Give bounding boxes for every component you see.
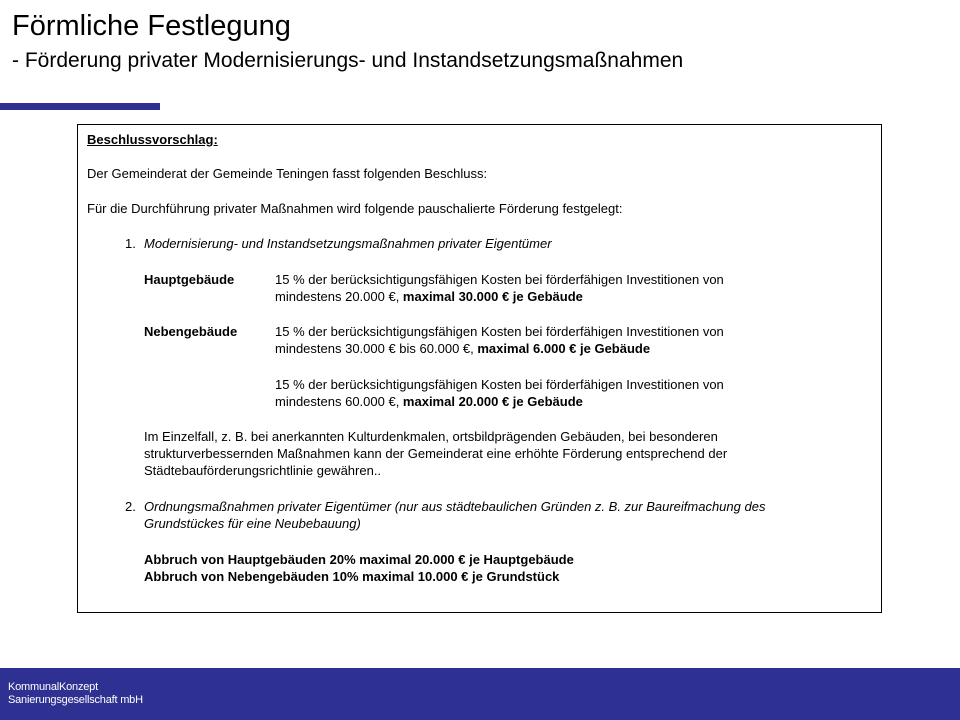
hauptgebaeude-label: Hauptgebäude <box>144 272 235 287</box>
nebengebaeude-line2: mindestens 30.000 € bis 60.000 €, maximal 6.000 € je Gebäude <box>275 341 651 356</box>
item-2-bold-line1: Abbruch von Hauptgebäuden 20% maximal 20.000 € je Hauptgebäude <box>144 552 574 567</box>
footer-company-line2: Sanierungsgesellschaft mbH <box>8 694 143 706</box>
item-1-note-line3: Städtebauförderungsrichtlinie gewähren.. <box>144 463 382 478</box>
item-1-number: 1. <box>125 236 136 251</box>
page-title: Förmliche Festlegung <box>12 10 291 42</box>
resolution-intro: Der Gemeinderat der Gemeinde Teningen fasst folgenden Beschluss: <box>87 166 488 181</box>
item-1-title: Modernisierung- und Instandsetzungsmaßnahmen privater Eigentümer <box>144 236 552 251</box>
item-2-title-line1: Ordnungsmaßnahmen privater Eigentümer (nur aus städtebaulichen Gründen z. B. zur Baureifmachung des <box>144 499 766 514</box>
nebengebaeude-label: Nebengebäude <box>144 324 238 339</box>
nebengebaeude2-line1: 15 % der berücksichtigungsfähigen Kosten bei förderfähigen Investitionen von <box>275 377 724 392</box>
title-accent-bar <box>0 103 160 110</box>
resolution-box <box>77 124 882 613</box>
item-1-note-line2: strukturverbessernden Maßnahmen kann der Gemeinderat eine erhöhte Förderung entsprechend der <box>144 446 728 461</box>
item-2-title-line2: Grundstückes für eine Neubebauung) <box>144 516 361 531</box>
resolution-statement: Für die Durchführung privater Maßnahmen wird folgende pauschalierte Förderung festgelegt: <box>87 201 623 216</box>
item-1-note-line1: Im Einzelfall, z. B. bei anerkannten Kulturdenkmalen, ortsbildprägenden Gebäuden, bei besonderen <box>144 429 718 444</box>
item-2-number: 2. <box>125 499 136 514</box>
footer-company-line1: KommunalKonzept <box>8 681 98 693</box>
nebengebaeude2-line2: mindestens 60.000 €, maximal 20.000 € je Gebäude <box>275 394 583 409</box>
hauptgebaeude-line1: 15 % der berücksichtigungsfähigen Kosten bei förderfähigen Investitionen von <box>275 272 724 287</box>
item-2-bold-line2: Abbruch von Nebengebäuden 10% maximal 10.000 € je Grundstück <box>144 569 560 584</box>
footer-company <box>8 681 143 707</box>
nebengebaeude-line1: 15 % der berücksichtigungsfähigen Kosten bei förderfähigen Investitionen von <box>275 324 724 339</box>
footer-bar <box>0 668 960 720</box>
page-subtitle: - Förderung privater Modernisierungs- und Instandsetzungsmaßnahmen <box>12 49 684 72</box>
resolution-heading: Beschlussvorschlag: <box>87 132 218 147</box>
hauptgebaeude-line2: mindestens 20.000 €, maximal 30.000 € je Gebäude <box>275 289 583 304</box>
